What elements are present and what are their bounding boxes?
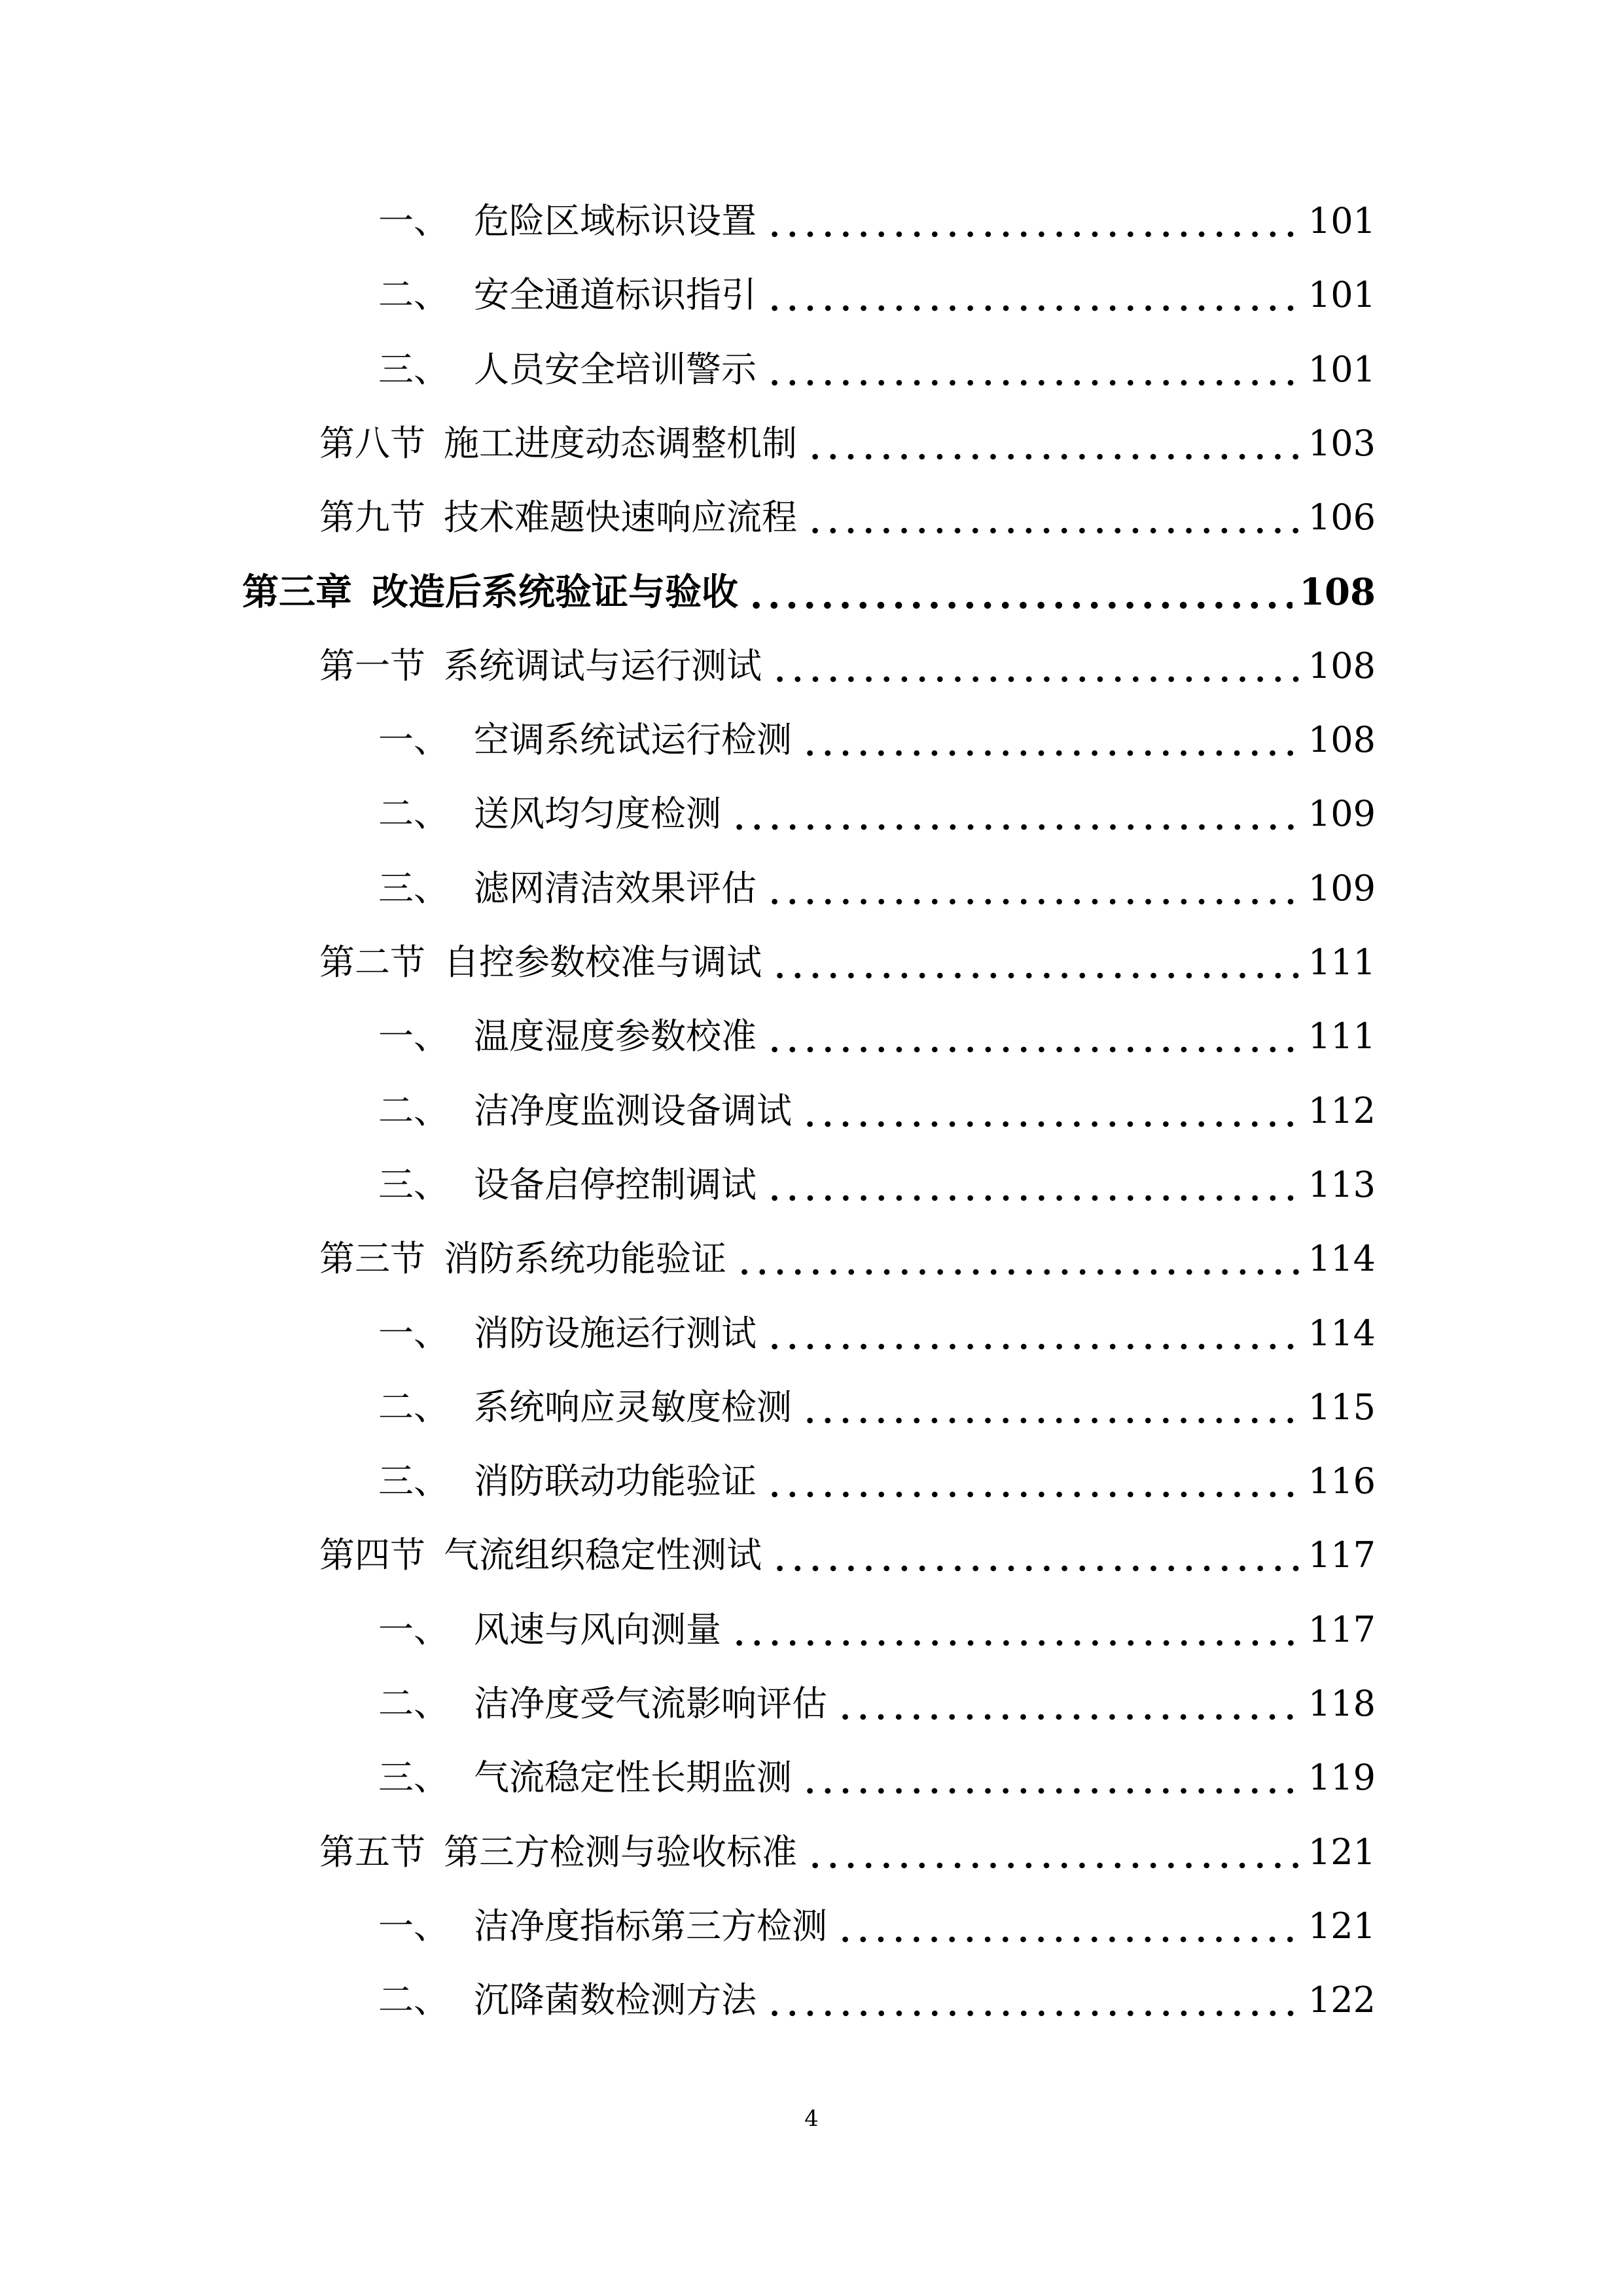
toc-entry-page: 106	[1308, 497, 1376, 538]
toc-dot-leader	[801, 1085, 1302, 1137]
toc-dot-leader	[730, 1604, 1302, 1656]
toc-entry-page: 122	[1308, 1979, 1376, 2021]
toc-entry-item[interactable]	[378, 714, 1376, 766]
toc-entry-page: 108	[1299, 571, 1376, 614]
toc-entry-item[interactable]	[378, 788, 1376, 840]
toc-dot-leader	[730, 788, 1302, 840]
toc-dot-leader	[806, 417, 1302, 470]
toc-entry-number: 一、	[378, 1609, 449, 1650]
toc-entry-number: 第八节	[319, 423, 425, 464]
toc-dot-leader	[771, 640, 1302, 692]
toc-entry-title: 消防联动功能验证	[474, 1460, 757, 1502]
toc-entry-number: 一、	[378, 1905, 449, 1947]
toc-entry-number: 三、	[378, 1460, 449, 1502]
toc-dot-leader	[766, 1974, 1302, 2026]
toc-entry-page: 103	[1308, 423, 1376, 464]
toc-entry-title: 温度湿度参数校准	[474, 1016, 757, 1057]
toc-entry-title: 洁净度监测设备调试	[474, 1090, 792, 1131]
toc-entry-page: 108	[1308, 719, 1376, 760]
toc-entry-number: 第一节	[319, 645, 425, 686]
toc-entry-page: 116	[1308, 1460, 1376, 1502]
toc-entry-item[interactable]	[378, 1604, 1376, 1656]
toc-entry-page: 114	[1308, 1313, 1376, 1354]
toc-entry-number: 二、	[378, 1979, 449, 2021]
toc-entry-page: 101	[1308, 200, 1376, 241]
toc-entry-title: 滤网清洁效果评估	[474, 868, 757, 909]
toc-entry-title: 危险区域标识设置	[474, 200, 757, 241]
toc-entry-title: 系统响应灵敏度检测	[474, 1386, 792, 1428]
toc-entry-page: 111	[1308, 1016, 1376, 1057]
toc-entry-page: 121	[1308, 1905, 1376, 1947]
toc-dot-leader	[766, 1159, 1302, 1211]
toc-entry-item[interactable]	[378, 195, 1376, 247]
toc-entry-section[interactable]	[319, 417, 1376, 470]
toc-entry-number: 第二节	[319, 942, 425, 983]
toc-entry-number: 第四节	[319, 1534, 425, 1576]
toc-entry-section[interactable]	[319, 1233, 1376, 1285]
toc-entry-section[interactable]	[319, 1826, 1376, 1879]
toc-entry-number: 一、	[378, 1016, 449, 1057]
toc-entry-item[interactable]	[378, 269, 1376, 321]
toc-entry-title: 风速与风向测量	[474, 1609, 721, 1650]
toc-entry-title: 送风均匀度检测	[474, 793, 721, 834]
toc-entry-number: 第五节	[319, 1831, 425, 1873]
toc-entry-number: 第三节	[319, 1238, 425, 1279]
toc-entry-item[interactable]	[378, 1159, 1376, 1211]
toc-dot-leader	[801, 1752, 1302, 1804]
toc-entry-page: 111	[1308, 942, 1376, 983]
toc-dot-leader	[766, 862, 1302, 915]
toc-dot-leader	[766, 1010, 1302, 1063]
toc-dot-leader	[771, 936, 1302, 989]
toc-entry-title: 第三方检测与验收标准	[444, 1831, 797, 1873]
toc-entry-title: 自控参数校准与调试	[444, 942, 762, 983]
toc-entry-number: 第九节	[319, 497, 425, 538]
toc-entry-page: 101	[1308, 349, 1376, 390]
toc-entry-section[interactable]	[319, 491, 1376, 544]
toc-dot-leader	[836, 1678, 1302, 1730]
toc-entry-item[interactable]	[378, 1307, 1376, 1360]
toc-dot-leader	[766, 1455, 1302, 1508]
toc-entry-title: 气流稳定性长期监测	[474, 1757, 792, 1798]
toc-entry-page: 109	[1308, 868, 1376, 909]
toc-entry-title: 洁净度受气流影响评估	[474, 1683, 827, 1724]
toc-entry-number: 二、	[378, 1683, 449, 1724]
toc-entry-number: 第三章	[242, 571, 352, 614]
toc-entry-number: 二、	[378, 1386, 449, 1428]
toc-entry-title: 空调系统试运行检测	[474, 719, 792, 760]
toc-entry-item[interactable]	[378, 1381, 1376, 1434]
toc-entry-number: 二、	[378, 274, 449, 315]
toc-entry-title: 人员安全培训警示	[474, 349, 757, 390]
toc-entry-number: 一、	[378, 1313, 449, 1354]
toc-entry-page: 115	[1308, 1386, 1376, 1428]
toc-entry-section[interactable]	[319, 1529, 1376, 1581]
toc-entry-page: 118	[1308, 1683, 1376, 1724]
toc-dot-leader	[836, 1900, 1302, 1952]
toc-entry-title: 技术难题快速响应流程	[444, 497, 797, 538]
toc-entry-title: 安全通道标识指引	[474, 274, 757, 315]
toc-entry-title: 施工进度动态调整机制	[444, 423, 797, 464]
toc-entry-number: 一、	[378, 200, 449, 241]
toc-entry-number: 一、	[378, 719, 449, 760]
toc-entry-item[interactable]	[378, 1010, 1376, 1063]
toc-dot-leader	[801, 1381, 1302, 1434]
toc-entry-section[interactable]	[319, 936, 1376, 989]
toc-entry-number: 二、	[378, 1090, 449, 1131]
toc-entry-page: 117	[1308, 1609, 1376, 1650]
toc-dot-leader	[771, 1529, 1302, 1581]
toc-entry-item[interactable]	[378, 1974, 1376, 2026]
page-number: 4	[804, 2106, 819, 2132]
toc-entry-number: 三、	[378, 1164, 449, 1205]
toc-entry-page: 101	[1308, 274, 1376, 315]
toc-entry-page: 113	[1308, 1164, 1376, 1205]
toc-entry-title: 沉降菌数检测方法	[474, 1979, 757, 2021]
toc-dot-leader	[747, 566, 1293, 618]
toc-entry-item[interactable]	[378, 862, 1376, 915]
toc-entry-item[interactable]	[378, 1678, 1376, 1730]
toc-entry-item[interactable]	[378, 1752, 1376, 1804]
toc-entry-page: 121	[1308, 1831, 1376, 1873]
toc-entry-title: 消防系统功能验证	[444, 1238, 726, 1279]
toc-entry-section[interactable]	[319, 640, 1376, 692]
toc-entry-page: 119	[1308, 1757, 1376, 1798]
toc-entry-number: 三、	[378, 1757, 449, 1798]
toc-entry-title: 气流组织稳定性测试	[444, 1534, 762, 1576]
toc-entry-item[interactable]	[378, 344, 1376, 396]
toc-entry-number: 二、	[378, 793, 449, 834]
toc-entry-title: 设备启停控制调试	[474, 1164, 757, 1205]
toc-dot-leader	[766, 1307, 1302, 1360]
toc-entry-page: 108	[1308, 645, 1376, 686]
toc-dot-leader	[766, 344, 1302, 396]
toc-dot-leader	[806, 1826, 1302, 1879]
toc-entry-title: 消防设施运行测试	[474, 1313, 757, 1354]
toc-entry-number: 三、	[378, 349, 449, 390]
toc-entry-title: 洁净度指标第三方检测	[474, 1905, 827, 1947]
toc-entry-item[interactable]	[378, 1085, 1376, 1137]
toc-dot-leader	[766, 195, 1302, 247]
toc-entry-title: 改造后系统验证与验收	[372, 571, 738, 614]
toc-entry-page: 114	[1308, 1238, 1376, 1279]
toc-entry-page: 112	[1308, 1090, 1376, 1131]
toc-dot-leader	[766, 269, 1302, 321]
toc-dot-leader	[736, 1233, 1302, 1285]
toc-entry-title: 系统调试与运行测试	[444, 645, 762, 686]
toc-entry-page: 109	[1308, 793, 1376, 834]
toc-entry-item[interactable]	[378, 1900, 1376, 1952]
toc-entry-chapter[interactable]	[242, 566, 1376, 618]
toc-dot-leader	[801, 714, 1302, 766]
toc-dot-leader	[806, 491, 1302, 544]
toc-entry-number: 三、	[378, 868, 449, 909]
toc-entry-page: 117	[1308, 1534, 1376, 1576]
toc-entry-item[interactable]	[378, 1455, 1376, 1508]
